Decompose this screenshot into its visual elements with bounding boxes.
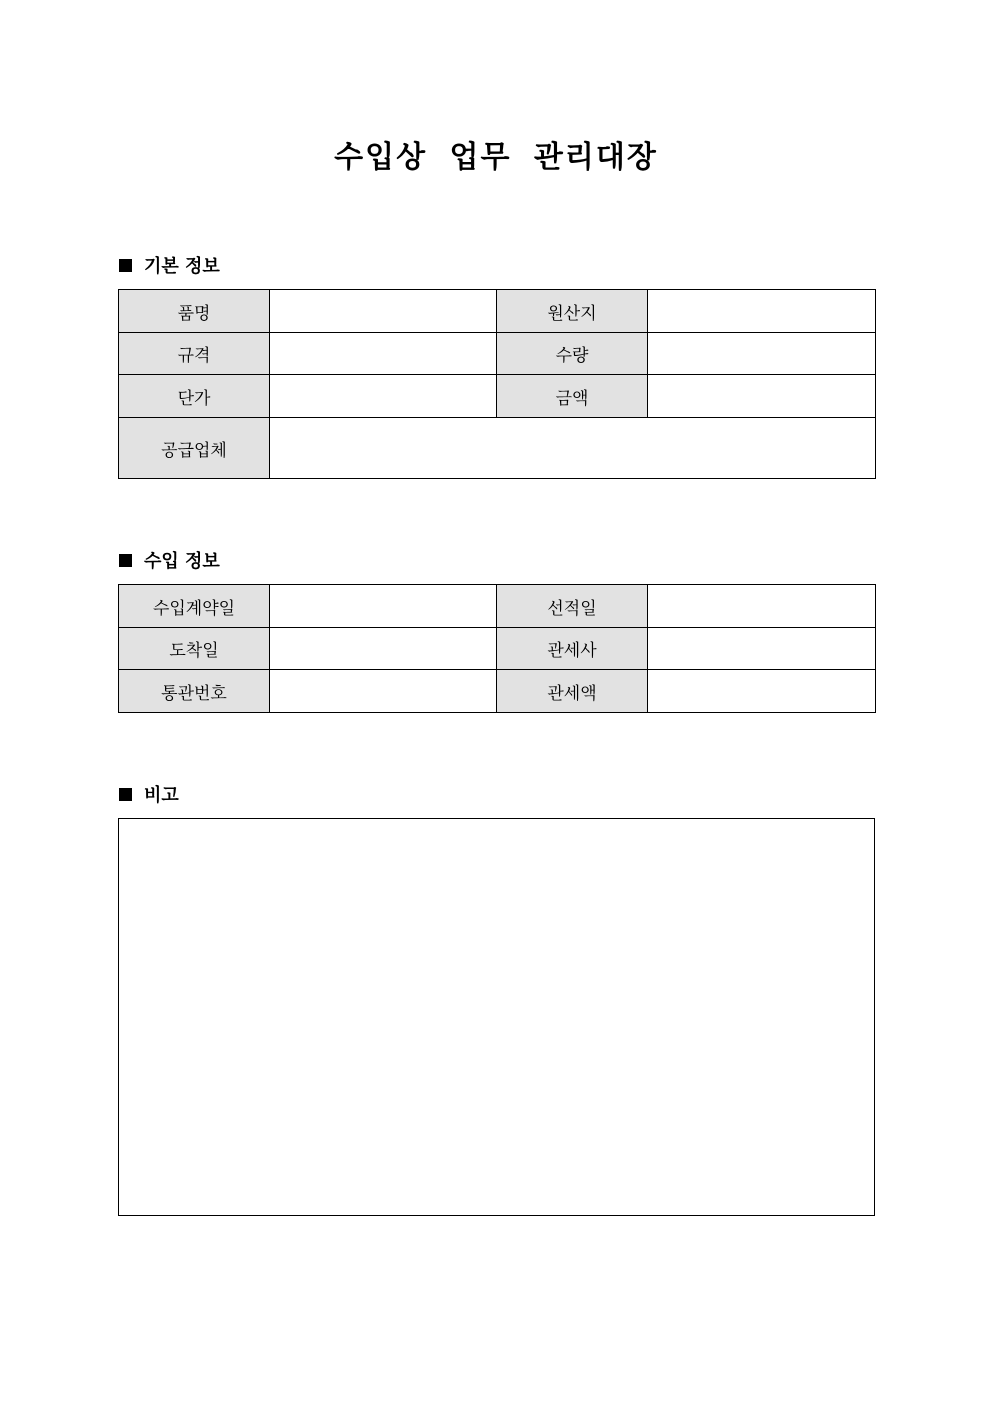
square-bullet-icon bbox=[119, 788, 132, 801]
label-shipping-date: 선적일 bbox=[497, 585, 648, 628]
import-info-table bbox=[118, 584, 876, 713]
section-heading-label: 기본 정보 bbox=[144, 256, 220, 277]
remarks-field[interactable] bbox=[118, 818, 875, 1216]
label-amount: 금액 bbox=[497, 375, 648, 418]
contract-date-field[interactable] bbox=[270, 585, 497, 628]
customs-broker-field[interactable] bbox=[648, 628, 876, 670]
basic-info-table bbox=[118, 289, 876, 479]
duty-amount-field[interactable] bbox=[648, 670, 876, 713]
label-clearance-no: 통관번호 bbox=[119, 670, 270, 713]
label-contract-date: 수입계약일 bbox=[119, 585, 270, 628]
section-heading-remarks bbox=[119, 781, 179, 807]
section-heading-import-info bbox=[119, 547, 220, 573]
spec-field[interactable] bbox=[270, 333, 497, 375]
page-title: 수입상 업무 관리대장 bbox=[334, 140, 658, 175]
square-bullet-icon bbox=[119, 554, 132, 567]
amount-field[interactable] bbox=[648, 375, 876, 418]
origin-field[interactable] bbox=[648, 290, 876, 333]
label-origin: 원산지 bbox=[497, 290, 648, 333]
quantity-field[interactable] bbox=[648, 333, 876, 375]
label-customs-broker: 관세사 bbox=[497, 628, 648, 670]
label-spec: 규격 bbox=[119, 333, 270, 375]
label-unit-price: 단가 bbox=[119, 375, 270, 418]
section-heading-basic-info bbox=[119, 252, 220, 278]
arrival-date-field[interactable] bbox=[270, 628, 497, 670]
label-supplier: 공급업체 bbox=[119, 418, 270, 479]
label-duty-amount: 관세액 bbox=[497, 670, 648, 713]
label-quantity: 수량 bbox=[497, 333, 648, 375]
section-heading-label: 비고 bbox=[144, 785, 179, 806]
unit-price-field[interactable] bbox=[270, 375, 497, 418]
shipping-date-field[interactable] bbox=[648, 585, 876, 628]
square-bullet-icon bbox=[119, 259, 132, 272]
label-item-name: 품명 bbox=[119, 290, 270, 333]
section-heading-label: 수입 정보 bbox=[144, 551, 220, 572]
item-name-field[interactable] bbox=[270, 290, 497, 333]
clearance-no-field[interactable] bbox=[270, 670, 497, 713]
label-arrival-date: 도착일 bbox=[119, 628, 270, 670]
supplier-field[interactable] bbox=[270, 418, 876, 479]
